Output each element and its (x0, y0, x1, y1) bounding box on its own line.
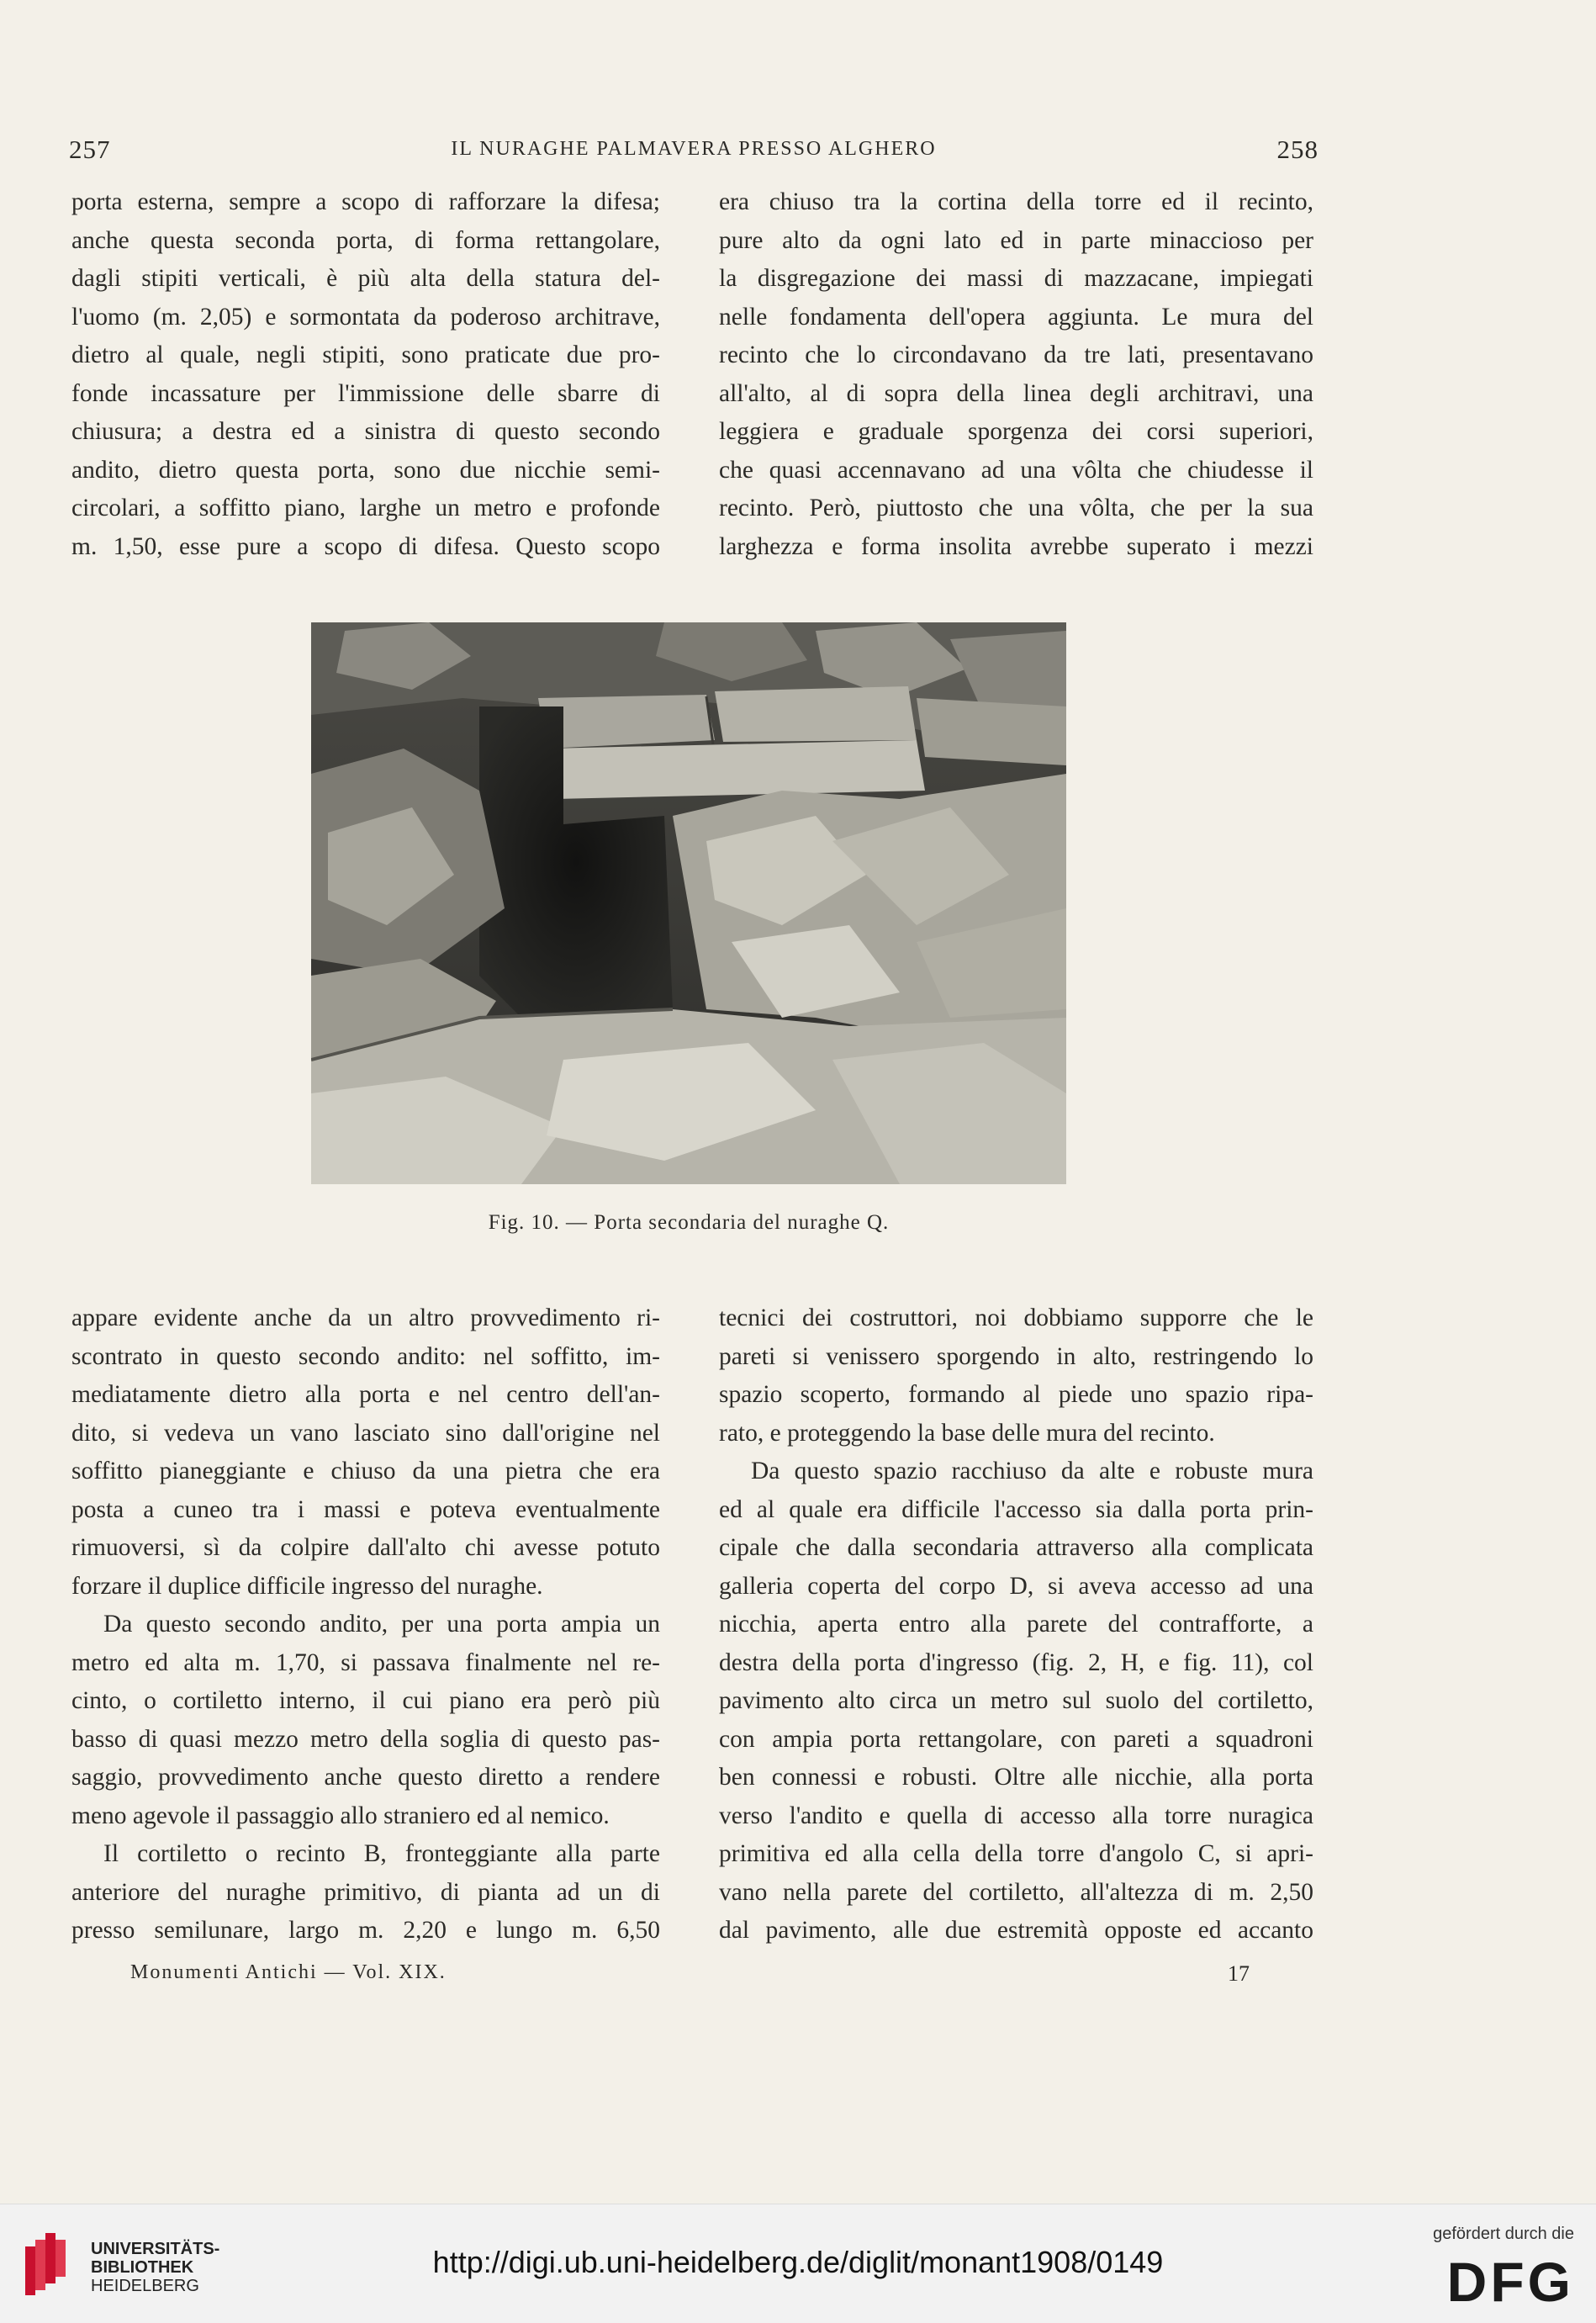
text-line: andito, dietro questa porta, sono due nicchie semi- (71, 456, 660, 484)
figure-caption: Fig. 10. — Porta secondaria del nuraghe Q. (488, 1211, 890, 1234)
text-line: pareti si venissero sporgendo in alto, restringendo lo (719, 1342, 1313, 1370)
stone-doorway-photo (311, 622, 1066, 1184)
text-line: m. 1,50, esse pure a scopo di difesa. Questo scopo (71, 532, 660, 560)
text-line: verso l'andito e quella di accesso alla torre nuragica (719, 1802, 1313, 1829)
text-line: anteriore del nuraghe primitivo, di pianta ad un di (71, 1878, 660, 1906)
text-line: larghezza e forma insolita avrebbe superato i mezzi (719, 532, 1313, 560)
text-line: pavimento alto circa un metro sul suolo del cortiletto, (719, 1687, 1313, 1714)
text-line: era chiuso tra la cortina della torre ed il recinto, (719, 188, 1313, 215)
text-line: saggio, provvedimento anche questo diretto a rendere (71, 1764, 660, 1791)
text-line: appare evidente anche da un altro provvedimento ri- (71, 1304, 660, 1331)
text-line: leggiera e graduale sporgenza dei corsi superiori, (719, 418, 1313, 445)
text-line: primitiva ed alla cella della torre d'angolo C, si apri- (719, 1840, 1313, 1867)
viewer-footer-bar (0, 2204, 1596, 2323)
text-line: metro ed alta m. 1,70, si passava finalmente nel re- (71, 1648, 660, 1676)
text-line: rimuoversi, sì da colpire dall'alto chi avesse potuto (71, 1534, 660, 1561)
text-line: posta a cuneo tra i massi e poteva eventualmente (71, 1495, 660, 1523)
text-line: galleria coperta del corpo D, si aveva accesso ad una (719, 1572, 1313, 1600)
journal-footer: Monumenti Antichi — Vol. XIX. (130, 1961, 447, 1983)
library-name-line: BIBLIOTHEK (91, 2258, 194, 2277)
text-line: basso di quasi mezzo metro della soglia di questo pas- (71, 1725, 660, 1753)
text-line: l'uomo (m. 2,05) e sormontata da poderoso architrave, (71, 303, 660, 331)
text-line: dagli stipiti verticali, è più alta della statura del- (71, 265, 660, 292)
text-line: presso semilunare, largo m. 2,20 e lungo m. 6,50 (71, 1917, 660, 1944)
text-line: ben connessi e robusti. Oltre alle nicchie, alla porta (719, 1764, 1313, 1791)
text-line: scontrato in questo secondo andito: nel soffitto, im- (71, 1342, 660, 1370)
text-line: la disgregazione dei massi di mazzacane, impiegati (719, 265, 1313, 292)
text-line: anche questa seconda porta, di forma rettangolare, (71, 226, 660, 254)
text-line: ed al quale era difficile l'accesso sia dalla porta prin- (719, 1495, 1313, 1523)
dfg-logo[interactable]: DFG (1446, 2251, 1574, 2313)
text-line: rato, e proteggendo la base delle mura del recinto. (719, 1419, 1215, 1447)
text-line: meno agevole il passaggio allo straniero ed al nemico. (71, 1802, 610, 1829)
running-head (69, 135, 1319, 168)
running-title: IL NURAGHE PALMAVERA PRESSO ALGHERO (451, 138, 937, 160)
page-number-left: 257 (69, 135, 111, 164)
permalink-url[interactable]: http://digi.ub.uni-heidelberg.de/diglit/monant1908/0149 (432, 2245, 1164, 2279)
funding-note: gefördert durch die (1433, 2225, 1574, 2243)
text-line: soffitto pianeggiante e chiuso da una pietra che era (71, 1458, 660, 1484)
text-line: spazio scoperto, formando al piede uno spazio ripa- (719, 1381, 1313, 1408)
text-line: dietro al quale, negli stipiti, sono praticate due pro- (71, 341, 660, 368)
text-line: cipale che dalla secondaria attraverso alla complicata (719, 1534, 1313, 1561)
text-line: nicchia, aperta entro alla parete del contrafforte, a (719, 1611, 1313, 1638)
text-line: fonde incassature per l'immissione delle sbarre di (71, 379, 660, 407)
left-column-top (71, 183, 660, 566)
left-column-bottom (71, 1299, 660, 1950)
text-line: Da questo spazio racchiuso da alte e robuste mura (751, 1458, 1313, 1484)
library-name-line: HEIDELBERG (91, 2277, 199, 2295)
text-line: circolari, a soffitto piano, larghe un metro e profonde (71, 495, 660, 521)
library-name-line: UNIVERSITÄTS- (91, 2240, 220, 2258)
text-line: che quasi accennavano ad una vôlta che chiudesse il (719, 456, 1313, 484)
text-line: tecnici dei costruttori, noi dobbiamo supporre che le (719, 1304, 1313, 1331)
text-line: chiusura; a destra ed a sinistra di questo secondo (71, 418, 660, 445)
text-line: dal pavimento, alle due estremità opposte ed accanto (719, 1917, 1313, 1944)
page-number-right: 258 (1276, 135, 1319, 164)
right-column-top (719, 183, 1313, 566)
right-column-bottom (719, 1299, 1313, 1950)
text-line: porta esterna, sempre a scopo di rafforzare la difesa; (71, 188, 660, 215)
text-line: pure alto da ogni lato ed in parte minaccioso per (719, 226, 1313, 254)
text-line: all'alto, al di sopra della linea degli architravi, una (719, 379, 1313, 407)
text-line: recinto che lo circondavano da tre lati, presentavano (719, 341, 1313, 368)
text-line: vano nella parete del cortiletto, all'altezza di m. 2,50 (719, 1878, 1313, 1906)
text-line: forzare il duplice difficile ingresso del nuraghe. (71, 1572, 543, 1600)
text-line: destra della porta d'ingresso (fig. 2, H, e fig. 11), col (719, 1648, 1313, 1676)
signature-number: 17 (1228, 1961, 1250, 1986)
text-line: mediatamente dietro alla porta e nel centro dell'an- (71, 1381, 660, 1408)
figure-photo (311, 622, 1066, 1184)
text-line: Da questo secondo andito, per una porta ampia un (103, 1611, 660, 1638)
text-line: nelle fondamenta dell'opera aggiunta. Le mura del (719, 303, 1313, 331)
text-line: con ampia porta rettangolare, con pareti a squadroni (719, 1725, 1313, 1753)
text-line: dito, si vedeva un vano lasciato sino dall'origine nel (71, 1419, 660, 1447)
text-line: cinto, o cortiletto interno, il cui piano era però più (71, 1687, 660, 1714)
text-line: recinto. Però, piuttosto che una vôlta, che per la sua (719, 495, 1313, 521)
text-line: Il cortiletto o recinto B, fronteggiante alla parte (103, 1840, 660, 1867)
